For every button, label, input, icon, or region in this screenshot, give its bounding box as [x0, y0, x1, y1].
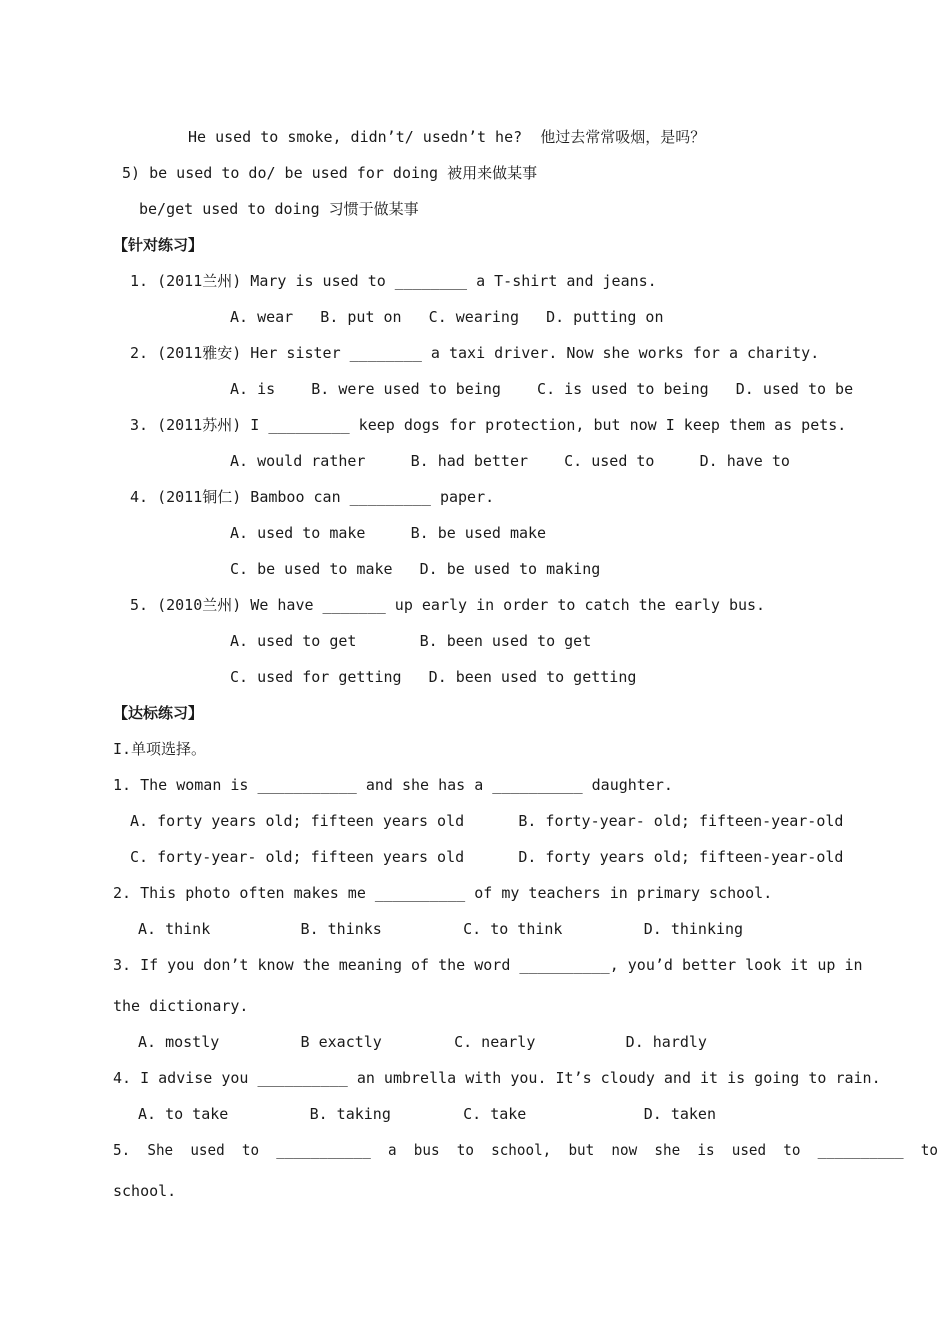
- part-heading: I.单项选择。: [113, 740, 207, 758]
- question-stem: 3. (2011苏州) I _________ keep dogs for protection, but now I keep them as pets.: [130, 416, 847, 434]
- question-options: A. used to get B. been used to get: [230, 632, 592, 650]
- option-line: A. to take B. taking C. take D. taken: [138, 1105, 716, 1123]
- question-stem: 5. (2010兰州) We have _______ up early in order to catch the early bus.: [130, 596, 766, 614]
- section-title-targeted-practice: 【针对练习】: [113, 236, 204, 254]
- section-title-standard-practice: 【达标练习】: [113, 704, 204, 722]
- question-line: 3. If you don’t know the meaning of the word __________, you’d better look it up in: [113, 956, 863, 974]
- option-line: A. mostly B exactly C. nearly D. hardly: [138, 1033, 707, 1051]
- intro-line-3: be/get used to doing 习惯于做某事: [139, 200, 419, 218]
- question-options: A. used to make B. be used make: [230, 524, 547, 542]
- question-line: 5. She used to ___________ a bus to school, but now she is used to __________ to: [113, 1141, 938, 1159]
- question-options: A. would rather B. had better C. used to D. have to: [230, 452, 790, 470]
- question-options: A. wear B. put on C. wearing D. putting on: [230, 308, 664, 326]
- option-line: A. think B. thinks C. to think D. thinking: [138, 920, 744, 938]
- question-stem: 1. (2011兰州) Mary is used to ________ a T-shirt and jeans.: [130, 272, 657, 290]
- question-stem: 2. (2011雅安) Her sister ________ a taxi driver. Now she works for a charity.: [130, 344, 820, 362]
- question-options: C. used for getting D. been used to getting: [230, 668, 637, 686]
- question-options: A. is B. were used to being C. is used to being D. used to be: [230, 380, 854, 398]
- option-line: C. forty-year- old; fifteen years old D. forty years old; fifteen-year-old: [130, 848, 844, 866]
- option-line: A. forty years old; fifteen years old B. forty-year- old; fifteen-year-old: [130, 812, 844, 830]
- question-line: the dictionary.: [113, 997, 249, 1015]
- question-line: 1. The woman is ___________ and she has a __________ daughter.: [113, 776, 673, 794]
- question-stem: 4. (2011铜仁) Bamboo can _________ paper.: [130, 488, 495, 506]
- question-options: C. be used to make D. be used to making: [230, 560, 601, 578]
- question-line: 2. This photo often makes me __________ of my teachers in primary school.: [113, 884, 773, 902]
- question-line: 4. I advise you __________ an umbrella with you. It’s cloudy and it is going to rain.: [113, 1069, 881, 1087]
- question-line: school.: [113, 1182, 177, 1200]
- intro-line-1: He used to smoke, didn’t/ usedn’t he? 他过去常常吸烟，是吗？: [188, 128, 706, 146]
- intro-line-2: 5) be used to do/ be used for doing 被用来做某事: [122, 164, 538, 182]
